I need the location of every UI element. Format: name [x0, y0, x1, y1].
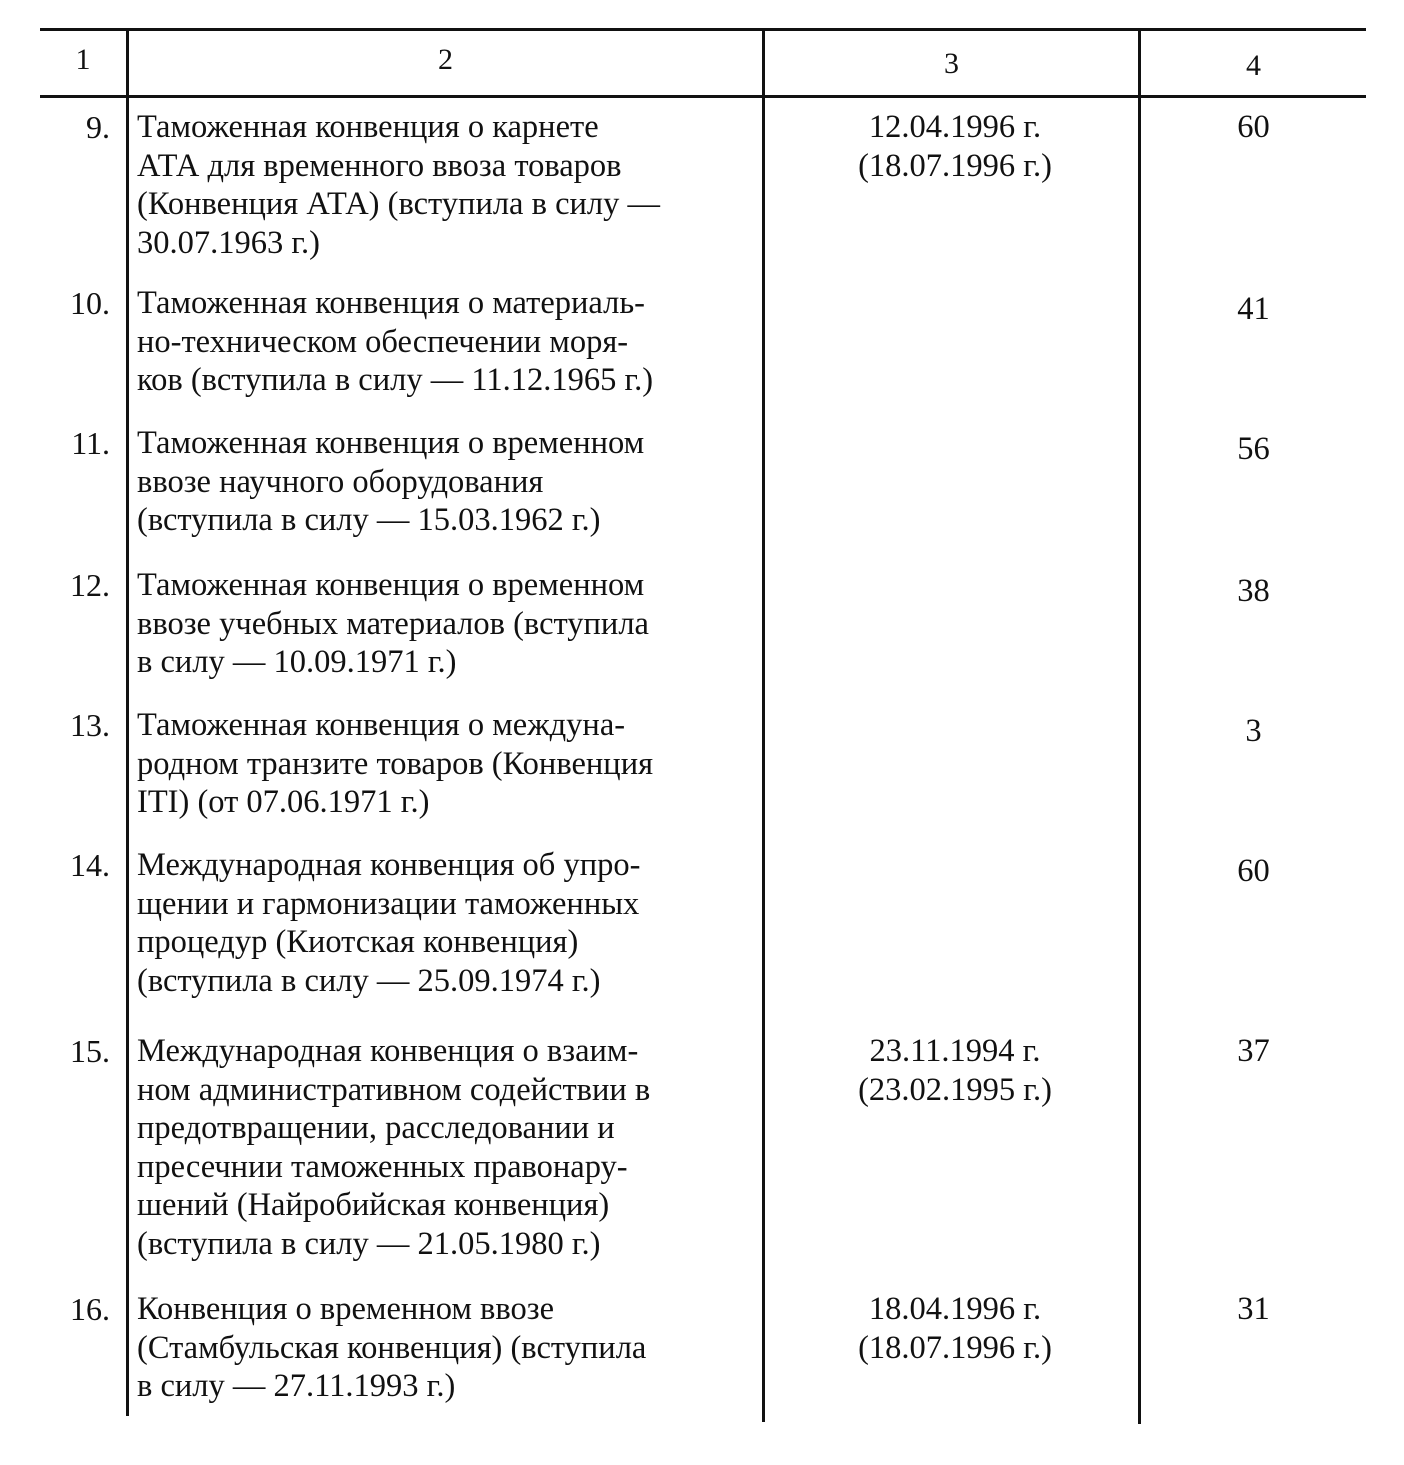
header-col-4: 4 — [1246, 49, 1261, 82]
row-number: 14. — [70, 847, 110, 883]
row-description: Таможенная конвенция о материаль- но-техническом обеспечении моря- ков (вступила в силу — 11.12.1965 г.) — [137, 285, 654, 398]
row-count: 60 — [1237, 853, 1270, 889]
row-date: 12.04.1996 г. (18.07.1996 г.) — [858, 109, 1052, 184]
column-divider-2 — [762, 28, 765, 1422]
row-count: 37 — [1237, 1033, 1270, 1069]
row-date: 18.04.1996 г. (18.07.1996 г.) — [858, 1291, 1052, 1366]
row-number: 16. — [70, 1291, 110, 1327]
row-number: 9. — [86, 109, 110, 145]
row-description: Таможенная конвенция о карнете АТА для временного ввоза товаров (Конвенция АТА) (вступила в силу — 30.07.1963 г.) — [137, 109, 660, 261]
header-col-3: 3 — [944, 47, 959, 80]
row-description: Международная конвенция о взаим- ном административном содействии в предотвращении, расследовании и пресечнии таможенных правонару- шений (Найробийская конвенция) (вступила в силу — 21.05.1980 г.) — [137, 1033, 651, 1262]
header-col-1: 1 — [75, 43, 91, 76]
row-count: 60 — [1237, 109, 1270, 145]
header-col-2: 2 — [438, 43, 453, 76]
row-date: 23.11.1994 г. (23.02.1995 г.) — [858, 1033, 1052, 1108]
row-description: Таможенная конвенция о временном ввозе учебных материалов (вступила в силу — 10.09.1971 г.) — [137, 567, 649, 680]
row-description: Таможенная конвенция о междуна- родном транзите товаров (Конвенция ITI) (от 07.06.1971 г.) — [137, 707, 654, 820]
row-number: 11. — [71, 425, 110, 461]
row-number: 10. — [70, 285, 110, 321]
row-number: 12. — [70, 567, 110, 603]
column-divider-1 — [126, 28, 129, 1416]
table-top-rule — [40, 28, 1366, 31]
row-count: 3 — [1245, 713, 1262, 749]
row-count: 56 — [1237, 431, 1270, 467]
row-description: Конвенция о временном ввозе (Стамбульская конвенция) (вступила в силу — 27.11.1993 г.) — [137, 1291, 647, 1404]
row-count: 41 — [1237, 291, 1270, 327]
row-count: 31 — [1237, 1291, 1270, 1327]
table-header-rule — [40, 95, 1366, 98]
row-count: 38 — [1237, 573, 1270, 609]
row-description: Международная конвенция об упро- щении и гармонизации таможенных процедур (Киотская конвенция) (вступила в силу — 25.09.1974 г.) — [137, 847, 641, 999]
row-number: 15. — [70, 1033, 110, 1069]
row-number: 13. — [70, 707, 110, 743]
row-description: Таможенная конвенция о временном ввозе научного оборудования (вступила в силу — 15.03.1962 г.) — [137, 425, 645, 538]
